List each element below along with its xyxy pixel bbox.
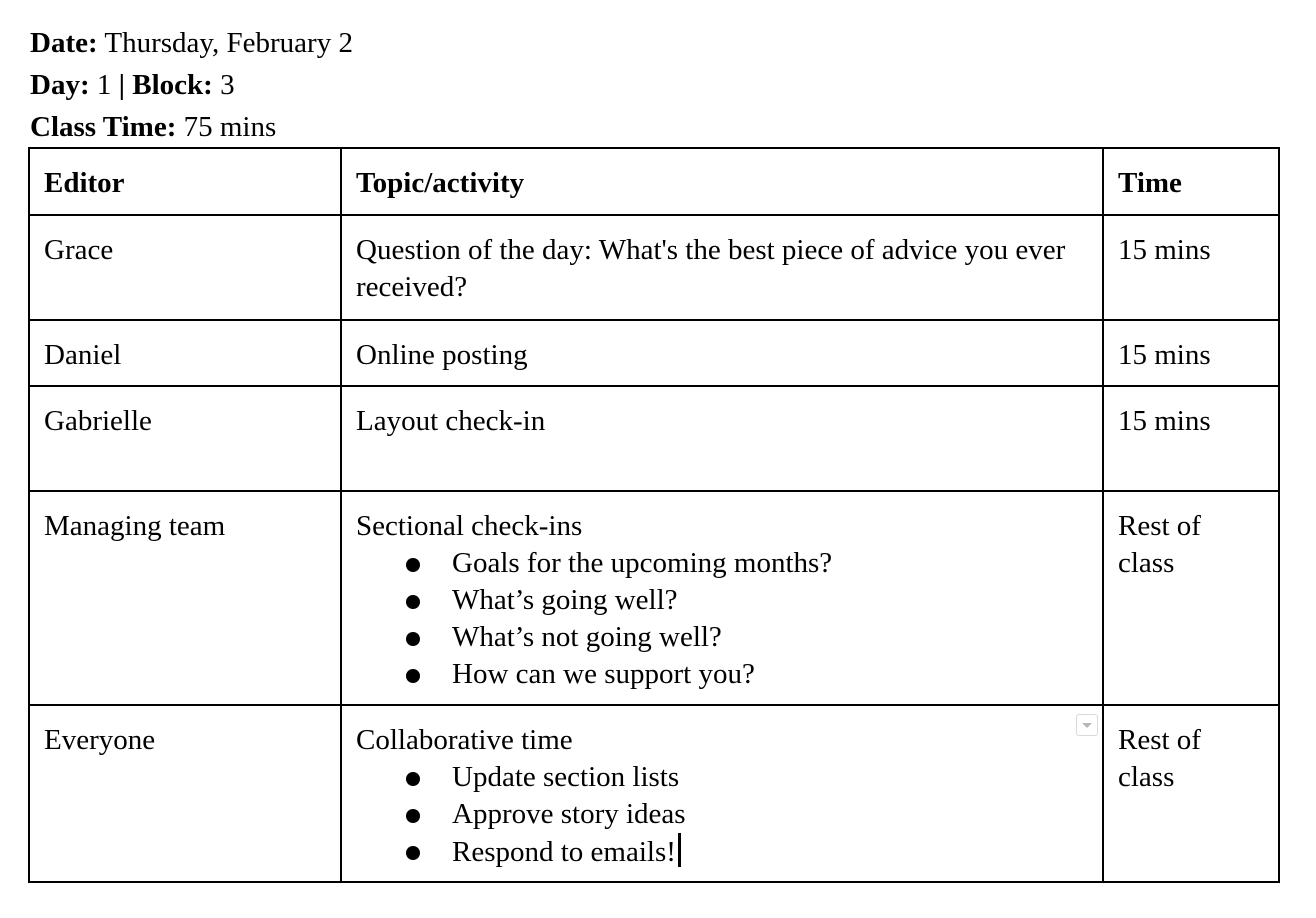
block-value: 3 (220, 69, 235, 101)
day-block-line (30, 64, 353, 106)
list-item (356, 833, 1088, 871)
topic-cell[interactable]: Layout check-in (341, 386, 1103, 491)
bullet-icon (406, 809, 420, 823)
table-row (29, 386, 1279, 491)
editor-cell[interactable]: Gabrielle (29, 386, 341, 491)
column-header-topic[interactable]: Topic/activity (341, 148, 1103, 215)
topic-title: Sectional check-ins (356, 510, 583, 542)
block-label: Block: (132, 69, 213, 101)
list-item-text: What’s not going well? (452, 621, 722, 653)
separator: | (118, 69, 125, 101)
topic-cell[interactable] (341, 705, 1103, 882)
bullet-list (356, 545, 1088, 693)
day-value: 1 (96, 69, 112, 101)
class-time-value: 75 mins (183, 111, 277, 143)
bullet-icon (406, 669, 420, 683)
bullet-icon (406, 632, 420, 646)
class-time-line (30, 106, 353, 148)
column-header-time[interactable]: Time (1103, 148, 1279, 215)
bullet-list (356, 759, 1088, 871)
editor-cell[interactable]: Managing team (29, 491, 341, 705)
day-label: Day: (30, 69, 90, 101)
list-item-text: Update section lists (452, 761, 680, 793)
class-time-label: Class Time: (30, 111, 177, 143)
chevron-down-icon[interactable] (1076, 714, 1098, 736)
topic-cell[interactable]: Online posting (341, 320, 1103, 386)
time-cell[interactable]: 15 mins (1103, 215, 1279, 320)
topic-cell-content (356, 722, 1088, 871)
editor-cell[interactable]: Everyone (29, 705, 341, 882)
time-cell[interactable]: 15 mins (1103, 386, 1279, 491)
table-row (29, 320, 1279, 386)
list-item-text: Approve story ideas (452, 798, 686, 830)
bullet-icon (406, 595, 420, 609)
bullet-icon (406, 558, 420, 572)
table-header-row (29, 148, 1279, 215)
text-cursor (678, 833, 681, 867)
list-item-text: How can we support you? (452, 658, 755, 690)
bullet-icon (406, 772, 420, 786)
time-cell[interactable]: Rest of class (1103, 705, 1279, 882)
list-item (356, 619, 1088, 656)
list-item-text: Goals for the upcoming months? (452, 547, 833, 579)
list-item-text: Respond to emails! (452, 836, 676, 868)
list-item (356, 759, 1088, 796)
topic-cell[interactable]: Question of the day: What's the best piece of advice you ever received? (341, 215, 1103, 320)
date-label: Date: (30, 27, 98, 59)
editor-cell[interactable]: Daniel (29, 320, 341, 386)
time-cell[interactable]: Rest of class (1103, 491, 1279, 705)
topic-cell[interactable] (341, 491, 1103, 705)
document-header (30, 22, 353, 148)
column-header-editor[interactable]: Editor (29, 148, 341, 215)
table-row (29, 215, 1279, 320)
bullet-icon (406, 846, 420, 860)
topic-title: Collaborative time (356, 724, 573, 756)
list-item (356, 796, 1088, 833)
date-value: Thursday, February 2 (104, 27, 353, 59)
date-line (30, 22, 353, 64)
list-item (356, 582, 1088, 619)
schedule-table (28, 147, 1280, 883)
table-row (29, 491, 1279, 705)
list-item (356, 545, 1088, 582)
editor-cell[interactable]: Grace (29, 215, 341, 320)
list-item-text: What’s going well? (452, 584, 678, 616)
table-row (29, 705, 1279, 882)
time-cell[interactable]: 15 mins (1103, 320, 1279, 386)
list-item (356, 656, 1088, 693)
